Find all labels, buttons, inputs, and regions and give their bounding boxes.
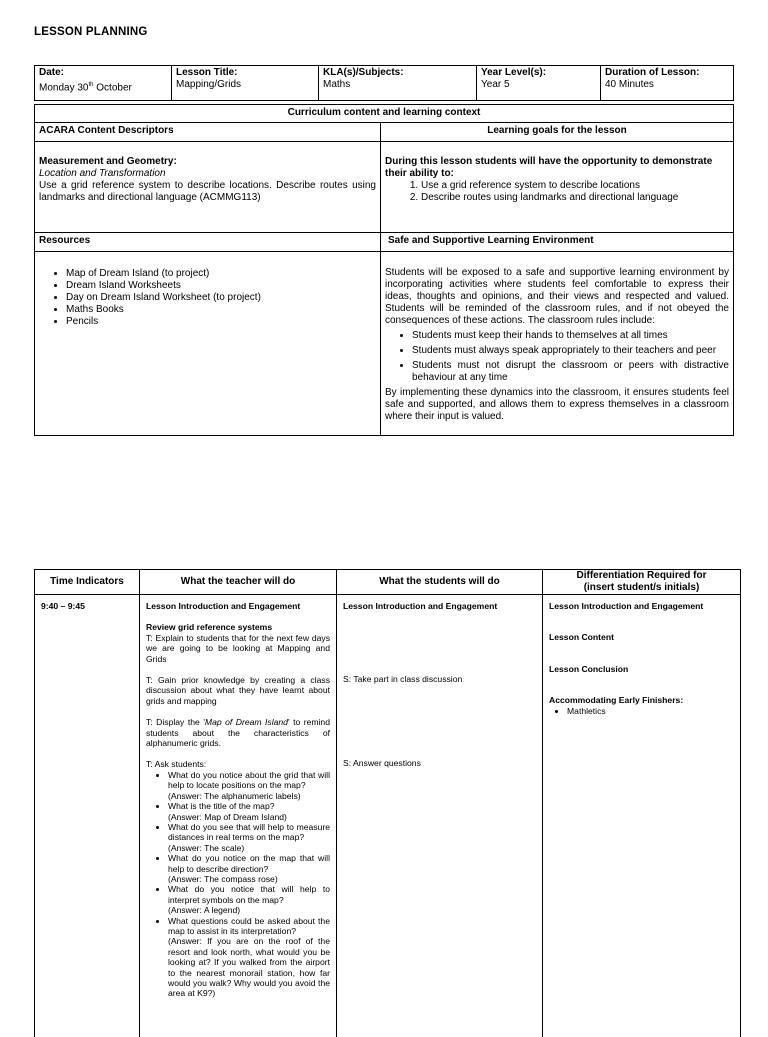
answer-text: (Answer: If you are on the roof of the resort and look north, what would you be looking at? If you walked from the airport to the nearest monorail station, how far would you walk? Why would you avoid the area at K9?) <box>168 936 330 998</box>
year-level-cell <box>477 66 601 101</box>
year-level-value: Year 5 <box>481 79 596 91</box>
kla-value: Maths <box>323 79 472 91</box>
teacher-step-2: T: Gain prior knowledge by creating a class discussion about what they have learnt about grids and mapping <box>146 675 330 706</box>
question-text: What questions could be asked about the map to assist in its interpretation? <box>168 916 330 936</box>
goals-intro: During this lesson students will have the opportunity to demonstrate their ability to: <box>385 156 729 180</box>
resources-heading: Resources <box>35 233 381 252</box>
learning-goals-heading: Learning goals for the lesson <box>381 123 734 142</box>
resource-item: • Map of Dream Island (to project) <box>66 268 376 280</box>
acara-descriptor: Use a grid reference system to describe locations. Describe routes using landmarks and directional language (ACMMG113) <box>39 180 376 204</box>
date-cell <box>35 66 172 101</box>
resource-item: • Pencils <box>66 316 376 328</box>
duration-label: Duration of Lesson: <box>605 67 729 79</box>
differentiation-header-line2: (insert student/s initials) <box>547 582 736 594</box>
rule-item: • Students must always speak appropriately to their teachers and peer <box>412 345 729 357</box>
rule-item: • Students must not disrupt the classroom or peers with distractive behaviour at any time <box>412 360 729 384</box>
acara-strand: Measurement and Geometry: <box>39 156 376 168</box>
lesson-sequence-table <box>34 569 741 1037</box>
acara-content <box>35 142 381 233</box>
safe-outro: By implementing these dynamics into the classroom, it ensures students feel safe and supported, and allows them to express themselves in a classroom where their input is valued. <box>385 387 729 423</box>
student-action-1: S: Take part in class discussion <box>343 674 536 684</box>
time-indicators-header: Time Indicators <box>35 570 140 595</box>
answer-text: (Answer: The alphanumeric labels) <box>168 791 301 801</box>
goal-item: 2. Describe routes using landmarks and directional language <box>421 192 729 204</box>
differentiation-header <box>543 570 741 595</box>
question-item <box>168 853 330 884</box>
teacher-step-3-pre: T: Display the ' <box>146 717 205 727</box>
time-cell: 9:40 – 9:45 <box>35 595 140 1037</box>
kla-label: KLA(s)/Subjects: <box>323 67 472 79</box>
question-text: What do you notice that will help to interpret symbols on the map? <box>168 884 330 904</box>
lesson-info-table <box>34 65 734 101</box>
duration-cell <box>601 66 734 101</box>
question-item <box>168 884 330 915</box>
early-finisher-item: • Mathletics <box>567 706 734 716</box>
goals-list <box>385 180 729 204</box>
early-finishers-heading: Accommodating Early Finishers: <box>549 695 734 705</box>
differentiation-cell <box>543 595 741 1037</box>
teacher-step-3 <box>146 717 330 748</box>
students-header: What the students will do <box>337 570 543 595</box>
ask-students: T: Ask students: <box>146 759 330 769</box>
diff-intro: Lesson Introduction and Engagement <box>549 601 734 611</box>
question-item <box>168 801 330 822</box>
goal-item: 1. Use a grid reference system to describe locations <box>421 180 729 192</box>
differentiation-header-line1: Differentiation Required for <box>547 570 736 582</box>
question-text: What do you notice on the map that will help to describe direction? <box>168 853 330 873</box>
answer-text: (Answer: The compass rose) <box>168 874 278 884</box>
date-label: Date: <box>39 67 167 79</box>
resource-item: • Dream Island Worksheets <box>66 280 376 292</box>
question-text: What do you see that will help to measure distances in real terms on the map? <box>168 822 330 842</box>
teacher-cell <box>140 595 337 1037</box>
duration-value: 40 Minutes <box>605 79 729 91</box>
acara-heading: ACARA Content Descriptors <box>35 123 381 142</box>
review-heading: Review grid reference systems <box>146 622 330 632</box>
safe-environment-heading: Safe and Supportive Learning Environment <box>381 233 734 252</box>
teacher-step-1: T: Explain to students that for the next few days we are going to be looking at Mapping and Grids <box>146 633 330 664</box>
teacher-header: What the teacher will do <box>140 570 337 595</box>
map-title-ref: Map of Dream Island <box>205 717 288 727</box>
question-item <box>168 916 330 999</box>
lesson-title-cell <box>172 66 319 101</box>
question-text: What is the title of the map? <box>168 801 275 811</box>
diff-conclusion: Lesson Conclusion <box>549 664 734 674</box>
rules-list <box>385 330 729 384</box>
diff-content: Lesson Content <box>549 632 734 642</box>
curriculum-heading: Curriculum content and learning context <box>35 105 734 123</box>
question-item <box>168 822 330 853</box>
date-value: Monday 30th October <box>39 79 167 94</box>
acara-substrand: Location and Transformation <box>39 168 376 180</box>
document-title: LESSON PLANNING <box>34 26 148 38</box>
teacher-step-3-post: ' to remind students about the characteristics of alphanumeric grids. <box>146 717 330 748</box>
answer-text: (Answer: A legend) <box>168 905 240 915</box>
lesson-title-value: Mapping/Grids <box>176 79 314 91</box>
students-cell <box>337 595 543 1037</box>
rule-item: • Students must keep their hands to themselves at all times <box>412 330 729 342</box>
safe-environment-content <box>381 252 734 436</box>
resources-list <box>39 268 376 328</box>
resource-item: • Maths Books <box>66 304 376 316</box>
resources-content <box>35 252 381 436</box>
resource-item: • Day on Dream Island Worksheet (to project) <box>66 292 376 304</box>
early-finishers-list <box>549 706 734 716</box>
questions-list <box>146 770 330 999</box>
question-item <box>168 770 330 801</box>
answer-text: (Answer: The scale) <box>168 843 244 853</box>
teacher-section-title: Lesson Introduction and Engagement <box>146 601 330 611</box>
students-section-title: Lesson Introduction and Engagement <box>343 601 536 611</box>
year-level-label: Year Level(s): <box>481 67 596 79</box>
kla-cell <box>319 66 477 101</box>
lesson-title-label: Lesson Title: <box>176 67 314 79</box>
student-action-2: S: Answer questions <box>343 758 536 768</box>
learning-goals-content <box>381 142 734 233</box>
curriculum-table <box>34 104 734 436</box>
safe-intro: Students will be exposed to a safe and supportive learning environment by incorporating activities where students feel comfortable to express their ideas, thoughts and opinions, and their views and respected and valued. Students will be reminded of the classroom rules, and if not obeyed the consequences of these actions. The classroom rules include: <box>385 267 729 327</box>
question-text: What do you notice about the grid that will help to locate positions on the map? <box>168 770 330 790</box>
answer-text: (Answer: Map of Dream Island) <box>168 812 287 822</box>
